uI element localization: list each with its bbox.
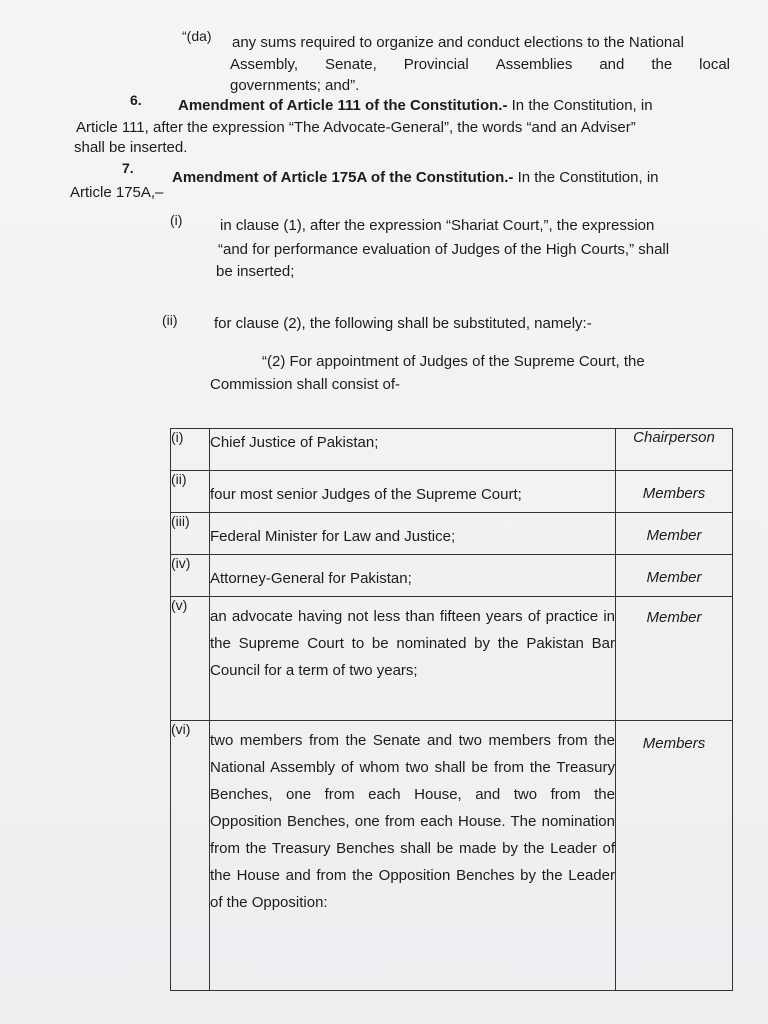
row-key: (iii) [171, 513, 210, 555]
word: Assemblies [495, 56, 573, 73]
row-key: (v) [171, 597, 210, 721]
section-6-number: 6. [130, 92, 142, 108]
section-7-heading: Amendment of Article 175A of the Constitution.- [172, 169, 514, 186]
row-role: Chairperson [616, 429, 733, 471]
row-role: Member [616, 513, 733, 555]
word: Senate, [325, 56, 377, 73]
section-6-heading: Amendment of Article 111 of the Constitution.- [178, 97, 508, 114]
sub-i-line3: be inserted; [216, 263, 295, 280]
section-7-line2: Article 175A,– [70, 184, 164, 201]
sub-i-line2: “and for performance evaluation of Judges of the High Courts,” shall [218, 241, 670, 258]
row-text: Chief Justice of Pakistan; [210, 429, 616, 471]
row-text: Federal Minister for Law and Justice; [210, 513, 616, 555]
table-row [171, 721, 733, 991]
row-text: Attorney-General for Pakistan; [210, 555, 616, 597]
sub-ii-quote2: Commission shall consist of- [210, 376, 401, 393]
clause-da-line3: governments; and”. [230, 77, 360, 94]
clause-da-line2 [230, 55, 730, 75]
section-6-line1 [178, 96, 653, 116]
section-7-line1 [172, 168, 659, 188]
section-7-number: 7. [122, 160, 134, 176]
sub-ii-line1: for clause (2), the following shall be substituted, namely:- [214, 315, 592, 332]
word: Provincial [403, 56, 469, 73]
row-key: (vi) [171, 721, 210, 991]
section-6-rest: In the Constitution, in [507, 97, 653, 114]
table-row [171, 471, 733, 513]
sub-ii-quote1: “(2) For appointment of Judges of the Supreme Court, the [262, 353, 645, 370]
section-7-rest: In the Constitution, in [513, 169, 659, 186]
row-text: two members from the Senate and two members from the National Assembly of whom two shall be from the Treasury Benches, one from each House, and two from the Opposition Benches, one from each House. The nomination from the Treasury Benches shall be made by the Leader of the House and from the Opposition Benches by the Leader of the Opposition: [210, 721, 616, 991]
table-row [171, 513, 733, 555]
table-row [171, 597, 733, 721]
table-row [171, 555, 733, 597]
section-6-line2: Article 111, after the expression “The Advocate-General”, the words “and an Adviser” [76, 119, 636, 136]
row-key: (i) [171, 429, 210, 471]
clause-da-line1: any sums required to organize and conduct elections to the National [232, 34, 684, 51]
word: and [599, 56, 625, 73]
commission-table [170, 428, 733, 991]
section-6-line3: shall be inserted. [74, 139, 188, 156]
table-row [171, 429, 733, 471]
row-text: four most senior Judges of the Supreme Court; [210, 471, 616, 513]
sub-i-line1: in clause (1), after the expression “Shariat Court,”, the expression [220, 217, 655, 234]
word: local [699, 56, 730, 73]
word: the [651, 56, 673, 73]
clause-da-label: “(da) [182, 28, 212, 44]
sub-ii-label: (ii) [162, 312, 178, 328]
sub-i-label: (i) [170, 212, 183, 228]
row-role: Member [616, 597, 733, 721]
row-role: Members [616, 721, 733, 991]
row-key: (iv) [171, 555, 210, 597]
row-role: Member [616, 555, 733, 597]
word: Assembly, [230, 56, 299, 73]
row-role: Members [616, 471, 733, 513]
row-key: (ii) [171, 471, 210, 513]
row-text: an advocate having not less than fifteen years of practice in the Supreme Court to be nominated by the Pakistan Bar Council for a term of two years; [210, 597, 616, 721]
